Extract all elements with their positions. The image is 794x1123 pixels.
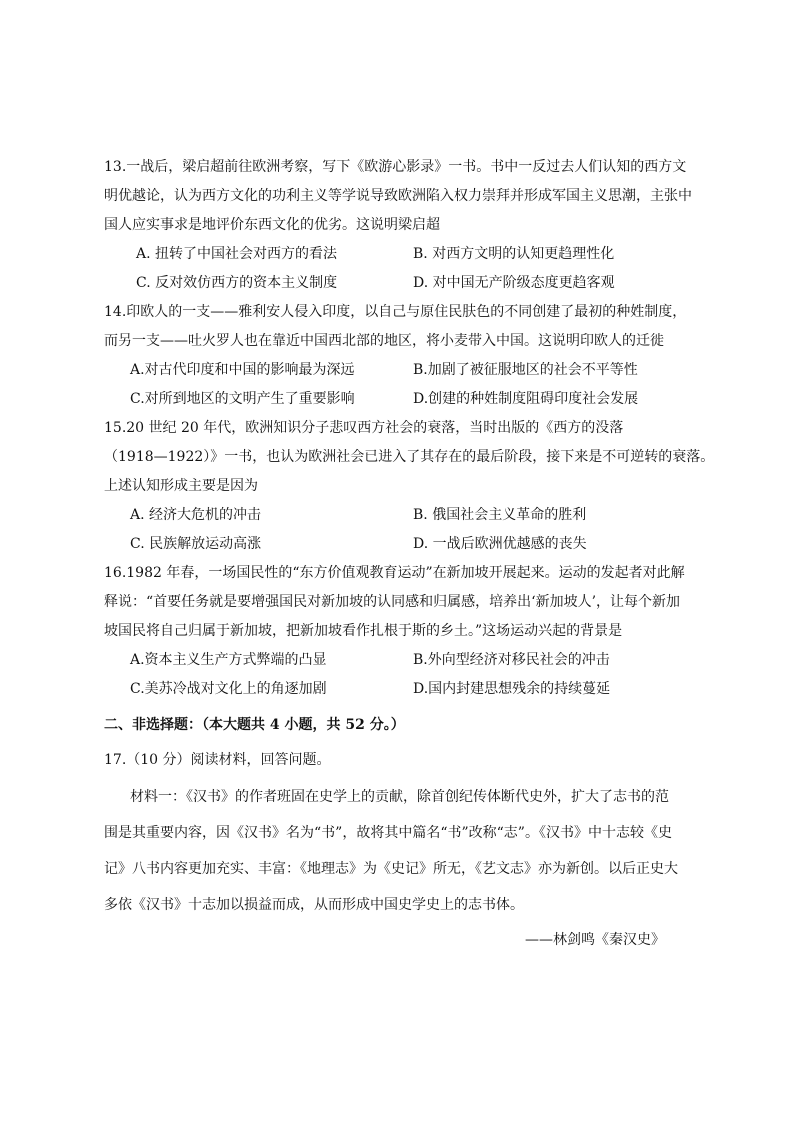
q13-option-a: A. 扭转了中国社会对西方的看法 xyxy=(136,246,338,262)
q16-option-a: A.资本主义生产方式弊端的凸显 xyxy=(130,652,327,668)
q16-option-d: D.国内封建思想残余的持续蔓延 xyxy=(413,681,611,697)
q15-option-c: C. 民族解放运动高涨 xyxy=(130,536,262,552)
q13-stem-line-1: 13.一战后，梁启超前往欧洲考察，写下《欧游心影录》一书。书中一反过去人们认知的西方文 xyxy=(104,159,687,175)
q15-option-a: A. 经济大危机的冲击 xyxy=(130,507,262,523)
q15-option-d: D. 一战后欧洲优越感的丧失 xyxy=(413,536,587,552)
q16-stem-line-1: 16.1982 年春，一场国民性的“东方价值观教育运动”在新加坡开展起来。运动的发起者对此解 xyxy=(104,565,685,581)
q16-stem-line-2: 释说：“首要任务就是要增强国民对新加坡的认同感和归属感，培养出‘新加坡人’，让每个新加 xyxy=(104,594,681,610)
q17-material-line-4: 多依《汉书》十志加以损益而成，从而形成中国史学史上的志书体。 xyxy=(104,897,524,913)
q15-stem-line-1: 15.20 世纪 20 年代，欧洲知识分子悲叹西方社会的衰落，当时出版的《西方的没落 xyxy=(104,420,624,436)
q17-material-line-2: 围是其重要内容，因《汉书》名为“书”，故将其中篇名“书”改称“志”。《汉书》中十志较《史 xyxy=(104,825,672,841)
section-two-heading: 二、非选择题：（本大题共 4 小题，共 52 分。） xyxy=(104,717,405,733)
q16-stem-line-3: 坡国民将自己归属于新加坡，把新加坡看作扎根于斯的乡土。”这场运动兴起的背景是 xyxy=(104,623,623,639)
q13-stem-line-2: 明优越论，认为西方文化的功利主义等学说导致欧洲陷入权力崇拜并形成军国主义思潮，主张中 xyxy=(104,188,692,204)
q14-stem-line-2: 而另一支——吐火罗人也在靠近中国西北部的地区，将小麦带入中国。这说明印欧人的迁徙 xyxy=(104,333,664,349)
q14-stem-line-1: 14.印欧人的一支——雅利安人侵入印度，以自己与原住民肤色的不同创建了最初的种姓制度， xyxy=(104,304,687,320)
q17-intro: 17.（10 分）阅读材料，回答问题。 xyxy=(104,752,331,768)
q17-material-line-1: 材料一：《汉书》的作者班固在史学上的贡献，除首创纪传体断代史外，扩大了志书的范 xyxy=(130,789,669,805)
q13-option-b: B. 对西方文明的认知更趋理性化 xyxy=(413,246,615,262)
q16-option-c: C.美苏冷战对文化上的角逐加剧 xyxy=(130,681,327,697)
q15-stem-line-3: 上述认知形成主要是因为 xyxy=(104,478,258,494)
q17-material-line-3: 记》八书内容更加充实、丰富：《地理志》为《史记》所无，《艺文志》亦为新创。以后正史大 xyxy=(104,861,678,877)
q16-option-b: B.外向型经济对移民社会的冲击 xyxy=(413,652,610,668)
q14-option-a: A.对古代印度和中国的影响最为深远 xyxy=(130,362,355,378)
q14-option-b: B.加剧了被征服地区的社会不平等性 xyxy=(413,362,638,378)
q13-stem-line-3: 国人应实事求是地评价东西文化的优劣。这说明梁启超 xyxy=(104,217,440,233)
q17-material-source: ——林剑鸣《秦汉史》 xyxy=(525,932,665,948)
q13-option-d: D. 对中国无产阶级态度更趋客观 xyxy=(413,275,615,291)
q15-option-b: B. 俄国社会主义革命的胜利 xyxy=(413,507,587,523)
q13-option-c: C. 反对效仿西方的资本主义制度 xyxy=(136,275,338,291)
q14-option-c: C.对所到地区的文明产生了重要影响 xyxy=(130,391,355,407)
q15-stem-line-2: （1918—1922）》一书，也认为欧洲社会已进入了其存在的最后阶段，接下来是不可逆转的衰落。 xyxy=(104,449,715,465)
q14-option-d: D.创建的种姓制度阻碍印度社会发展 xyxy=(413,391,639,407)
